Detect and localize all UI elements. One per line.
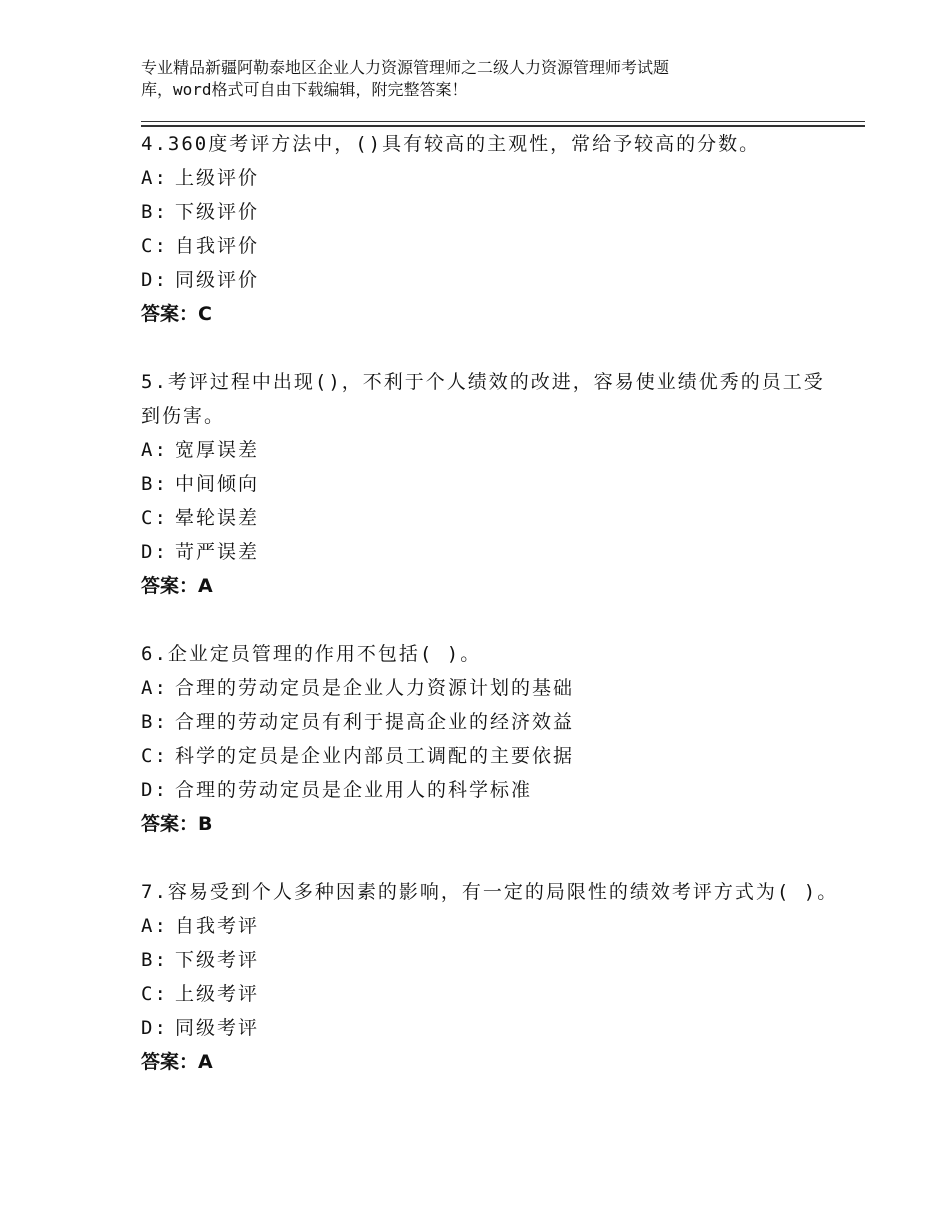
option-text: 合理的劳动定员有利于提高企业的经济效益 xyxy=(175,711,575,733)
question-text: 5.考评过程中出现()，不利于个人绩效的改进，容易使业绩优秀的员工受到伤害。 xyxy=(141,371,825,427)
option-letter: A: xyxy=(141,915,168,937)
option-text: 中间倾向 xyxy=(175,473,260,495)
option-text: 上级评价 xyxy=(175,167,260,189)
question-text: 7.容易受到个人多种因素的影响，有一定的局限性的绩效考评方式为( )。 xyxy=(141,881,839,903)
option-letter: B: xyxy=(141,473,168,495)
question-item xyxy=(141,127,841,331)
option-c xyxy=(141,229,841,263)
option-a xyxy=(141,161,841,195)
option-letter: D: xyxy=(141,779,168,801)
question-text: 6.企业定员管理的作用不包括( )。 xyxy=(141,643,482,665)
option-text: 自我评价 xyxy=(175,235,260,257)
option-text: 宽厚误差 xyxy=(175,439,260,461)
option-letter: C: xyxy=(141,507,168,529)
question-list xyxy=(141,127,841,1113)
option-b xyxy=(141,467,841,501)
option-d xyxy=(141,1011,841,1045)
option-b xyxy=(141,195,841,229)
option-letter: A: xyxy=(141,167,168,189)
option-text: 科学的定员是企业内部员工调配的主要依据 xyxy=(175,745,575,767)
option-c xyxy=(141,739,841,773)
option-letter: D: xyxy=(141,1017,168,1039)
option-letter: D: xyxy=(141,269,168,291)
question-text: 4.360度考评方法中，()具有较高的主观性，常给予较高的分数。 xyxy=(141,133,761,155)
answer-label: 答案：C xyxy=(141,303,212,325)
option-text: 苛严误差 xyxy=(175,541,260,563)
option-d xyxy=(141,535,841,569)
option-b xyxy=(141,943,841,977)
option-text: 下级评价 xyxy=(175,201,260,223)
option-a xyxy=(141,671,841,705)
option-a xyxy=(141,909,841,943)
option-letter: B: xyxy=(141,201,168,223)
question-item xyxy=(141,875,841,1079)
question-item xyxy=(141,365,841,603)
option-text: 合理的劳动定员是企业人力资源计划的基础 xyxy=(175,677,575,699)
option-letter: A: xyxy=(141,677,168,699)
option-d xyxy=(141,263,841,297)
option-d xyxy=(141,773,841,807)
option-c xyxy=(141,977,841,1011)
option-text: 晕轮误差 xyxy=(175,507,260,529)
option-text: 下级考评 xyxy=(175,949,260,971)
document-header xyxy=(141,57,781,101)
option-text: 上级考评 xyxy=(175,983,260,1005)
option-letter: A: xyxy=(141,439,168,461)
option-letter: D: xyxy=(141,541,168,563)
answer-label: 答案：B xyxy=(141,813,213,835)
option-letter: C: xyxy=(141,745,168,767)
option-letter: B: xyxy=(141,711,168,733)
header-line-2: 库，word格式可自由下载编辑，附完整答案！ xyxy=(141,80,468,99)
option-a xyxy=(141,433,841,467)
option-letter: C: xyxy=(141,235,168,257)
answer-label: 答案：A xyxy=(141,575,213,597)
option-text: 同级评价 xyxy=(175,269,260,291)
option-text: 合理的劳动定员是企业用人的科学标准 xyxy=(175,779,533,801)
option-letter: C: xyxy=(141,983,168,1005)
option-letter: B: xyxy=(141,949,168,971)
answer-label: 答案：A xyxy=(141,1051,213,1073)
option-b xyxy=(141,705,841,739)
header-line-1: 专业精品新疆阿勒泰地区企业人力资源管理师之二级人力资源管理师考试题 xyxy=(141,58,670,77)
header-divider-thin xyxy=(141,121,865,122)
option-text: 同级考评 xyxy=(175,1017,260,1039)
option-c xyxy=(141,501,841,535)
question-item xyxy=(141,637,841,841)
option-text: 自我考评 xyxy=(175,915,260,937)
